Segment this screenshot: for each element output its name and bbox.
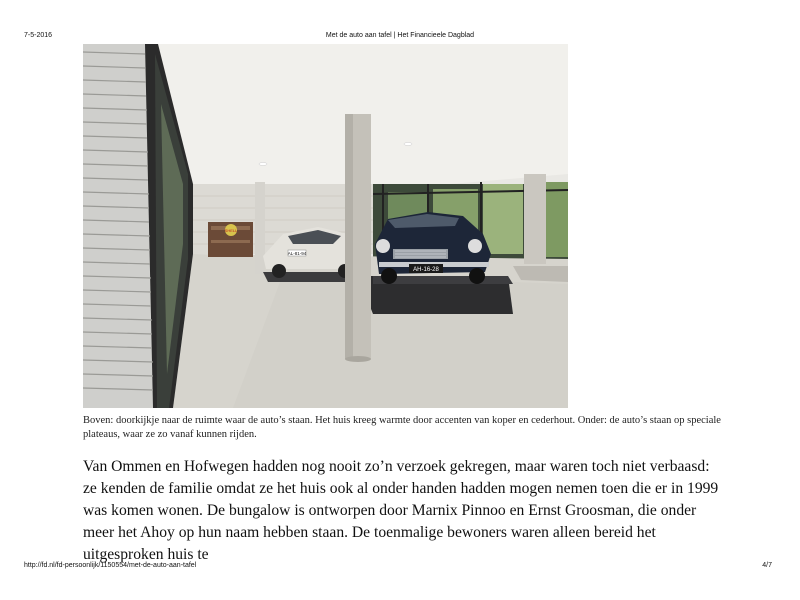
footer-url[interactable]: http://fd.nl/fd-persoonlijk/1150554/met-de-auto-aan-tafel (24, 562, 197, 569)
article-body: Van Ommen en Hofwegen hadden nog nooit zo’n verzoek gekregen, maar waren toch niet verbaasd: ze kenden de familie omdat ze het huis ook al onder handen hadden mogen nemen toen die er in 1999 was komen wonen. De bungalow is ontworpen door Marnix Pinnoo en Ernst Groosman, die onder meer het Ahoy op hun naam hebben staan. De toenmalige bewoners waren alleen bereid het uitgesproken huis te (83, 458, 719, 563)
photo-caption: Boven: doorkijkje naar de ruimte waar de auto’s staan. Het huis kreeg warmte door accenten van koper en cederhout. Onder: de auto’s staan op speciale plateaus, waar ze zo vanaf kunnen rijden. (83, 415, 721, 440)
page-title: Met de auto aan tafel | Het Financieele Dagblad (325, 32, 475, 39)
shell-sign: SHELL (224, 228, 238, 233)
license-plate-left: AL-81-94 (287, 251, 307, 256)
license-plate-right: AH-16-28 (413, 267, 439, 273)
garage-photo (83, 44, 568, 408)
print-date: 7-5-2016 (24, 32, 53, 39)
page-number: 4/7 (762, 562, 772, 569)
